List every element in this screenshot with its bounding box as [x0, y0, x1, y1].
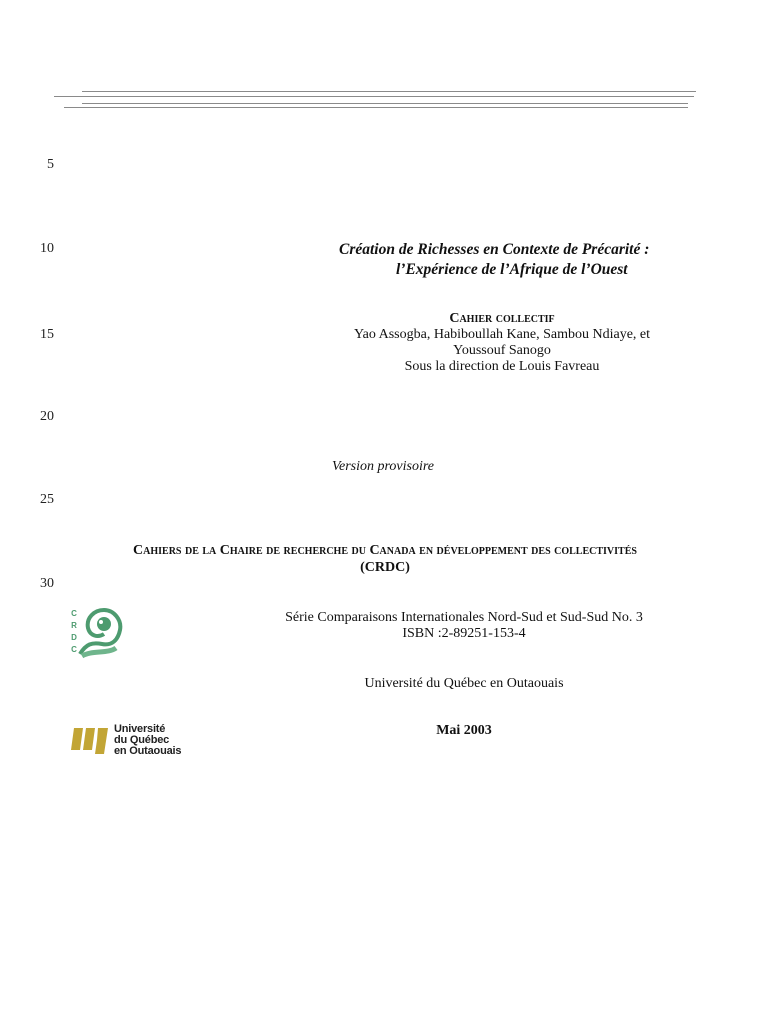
isbn: ISBN :2-89251-153-4 — [402, 626, 526, 641]
cahier-block — [340, 310, 664, 375]
cahier-heading: Cahier collectif — [449, 311, 555, 326]
authors-line-2: Youssouf Sanogo — [453, 343, 551, 358]
header-rule-4 — [64, 107, 688, 108]
uqo-line-3: en Outaouais — [114, 745, 182, 757]
line-number-5: 5 — [47, 157, 54, 172]
header-rule-1 — [82, 91, 696, 92]
series-heading-line-1: Cahiers de la Chaire de recherche du Canada en développement des collectivités — [133, 543, 637, 558]
uqo-line-2: du Québec — [114, 734, 170, 746]
uqo-logo-text — [114, 724, 181, 757]
university-name: Université du Québec en Outaouais — [364, 676, 564, 691]
uqo-logo-mark — [70, 724, 110, 754]
uqo-line-1: Université — [114, 723, 166, 735]
line-number-10: 10 — [40, 241, 54, 256]
series-heading — [70, 542, 700, 576]
line-number-20: 20 — [40, 409, 54, 424]
direction-line: Sous la direction de Louis Favreau — [404, 359, 600, 374]
crdc-letter-r: R — [71, 621, 77, 630]
header-rule-3 — [82, 103, 688, 104]
version-label: Version provisoire — [331, 459, 434, 474]
series-heading-line-2: (CRDC) — [360, 560, 410, 575]
crdc-letter-c2: C — [71, 645, 77, 654]
title-line-2: l’Expérience de l’Afrique de l’Ouest — [396, 261, 628, 278]
line-number-25: 25 — [40, 492, 54, 507]
title-line-1: Création de Richesses en Contexte de Précarité : — [339, 241, 650, 258]
crdc-letter-c1: C — [71, 609, 77, 618]
line-number-30: 30 — [40, 576, 54, 591]
authors-line-1: Yao Assogba, Habiboullah Kane, Sambou Ndiaye, et — [353, 327, 651, 342]
publication-date: Mai 2003 — [436, 723, 492, 738]
crdc-letter-d: D — [71, 633, 77, 642]
header-rule-2 — [54, 96, 694, 97]
series-name: Série Comparaisons Internationales Nord-Sud et Sud-Sud No. 3 — [285, 610, 643, 625]
crdc-logo-icon — [72, 604, 128, 660]
line-number-15: 15 — [40, 327, 54, 342]
